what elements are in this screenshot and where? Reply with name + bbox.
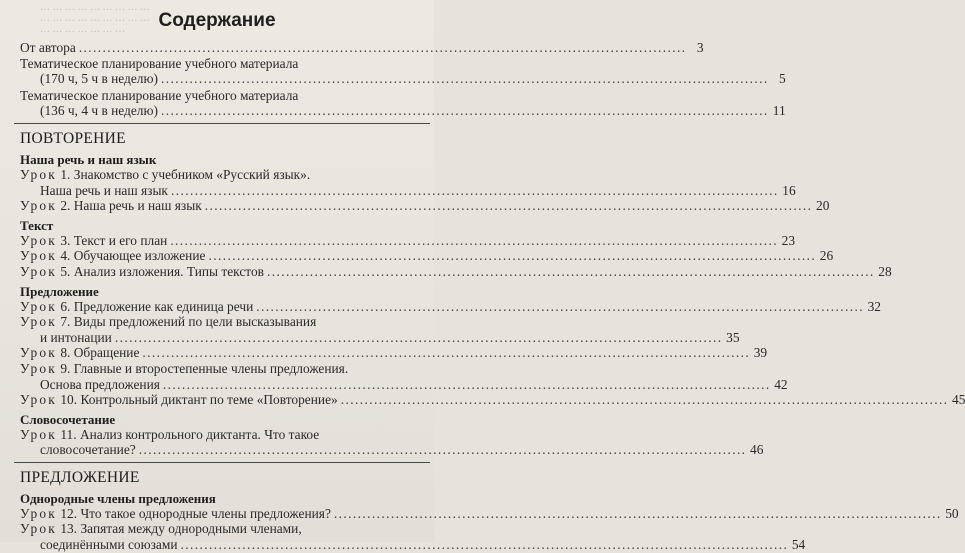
toc-entry-lesson-12: Урок 12. Что такое однородные члены предложения? ................................................................................................................................ 50 <box>20 505 959 521</box>
table-of-contents <box>20 40 965 553</box>
page-number: 5 <box>778 71 786 87</box>
section-title: Текст <box>20 217 54 233</box>
toc-entry-lesson-11: Урок 11. Анализ контрольного диктанта. Что такое словосочетание? ................................................................................................................................ 46 <box>20 426 764 458</box>
section-title: Предложение <box>20 283 99 299</box>
toc-entry-lesson-7: Урок 7. Виды предложений по цели высказывания и интонации ................................................................................................................................ 35 <box>20 314 740 345</box>
divider <box>14 462 430 463</box>
page-number: 45 <box>952 392 965 408</box>
section-title: Однородные члены предложения <box>20 490 216 506</box>
page-number: 23 <box>781 232 796 248</box>
page-title: Содержание <box>158 10 276 31</box>
toc-entry-planning-170: Тематическое планирование учебного материала (170 ч, 5 ч в неделю) ................................................................................................................................ 5 <box>20 55 786 87</box>
page-number: 54 <box>791 537 806 553</box>
toc-entry-lesson-4: Урок 4. Обучающее изложение ................................................................................................................................ 26 <box>20 248 834 264</box>
section-title: Словосочетание <box>20 411 116 427</box>
toc-entry-lesson-5: Урок 5. Анализ изложения. Типы текстов ................................................................................................................................ 28 <box>20 263 892 279</box>
part-title-repetition: ПОВТОРЕНИЕ <box>20 129 126 147</box>
page-number: 46 <box>750 442 764 458</box>
page-number: 3 <box>696 40 704 55</box>
page-number: 11 <box>772 103 786 119</box>
toc-entry-lesson-8: Урок 8. Обращение ................................................................................................................................ 39 <box>20 345 768 361</box>
toc-entry-author: От автора ................................................................................................................................ 3 <box>20 40 704 55</box>
page-number: 26 <box>819 248 834 264</box>
toc-entry-lesson-13: Урок 13. Запятая между однородными членами, соединёнными союзами ................................................................................................................................ 54 <box>20 521 806 553</box>
section-title: Наша речь и наш язык <box>20 151 157 167</box>
toc-entry-lesson-3: Урок 3. Текст и его план ................................................................................................................................ 23 <box>20 232 796 248</box>
page-number: 20 <box>816 198 830 214</box>
page-number: 42 <box>774 376 788 392</box>
bleed-through-text: … … … … … … … … … … … … … … … … … … … … … … … … … <box>40 2 150 35</box>
page-number: 50 <box>945 505 959 521</box>
toc-entry-lesson-1: Урок 1. Знакомство с учебником «Русский язык». Наша речь и наш язык ................................................................................................................................ 16 <box>20 166 796 198</box>
page-number: 35 <box>726 329 740 345</box>
divider <box>14 123 430 124</box>
page-number: 28 <box>878 263 892 279</box>
page-number: 32 <box>867 298 881 314</box>
toc-entry-planning-136: Тематическое планирование учебного материала (136 ч, 4 ч в неделю) ................................................................................................................................ 11 <box>20 87 786 119</box>
page-number: 16 <box>782 182 796 198</box>
toc-entry-lesson-10: Урок 10. Контрольный диктант по теме «Повторение» ................................................................................................................................ 45 <box>20 392 965 408</box>
toc-entry-lesson-2: Урок 2. Наша речь и наш язык ................................................................................................................................ 20 <box>20 198 830 214</box>
toc-entry-lesson-6: Урок 6. Предложение как единица речи ................................................................................................................................ 32 <box>20 298 881 314</box>
toc-entry-lesson-9: Урок 9. Главные и второстепенные члены предложения. Основа предложения ................................................................................................................................ 42 <box>20 360 788 392</box>
page-number: 39 <box>753 345 768 361</box>
part-title-sentence: ПРЕДЛОЖЕНИЕ <box>20 468 140 486</box>
